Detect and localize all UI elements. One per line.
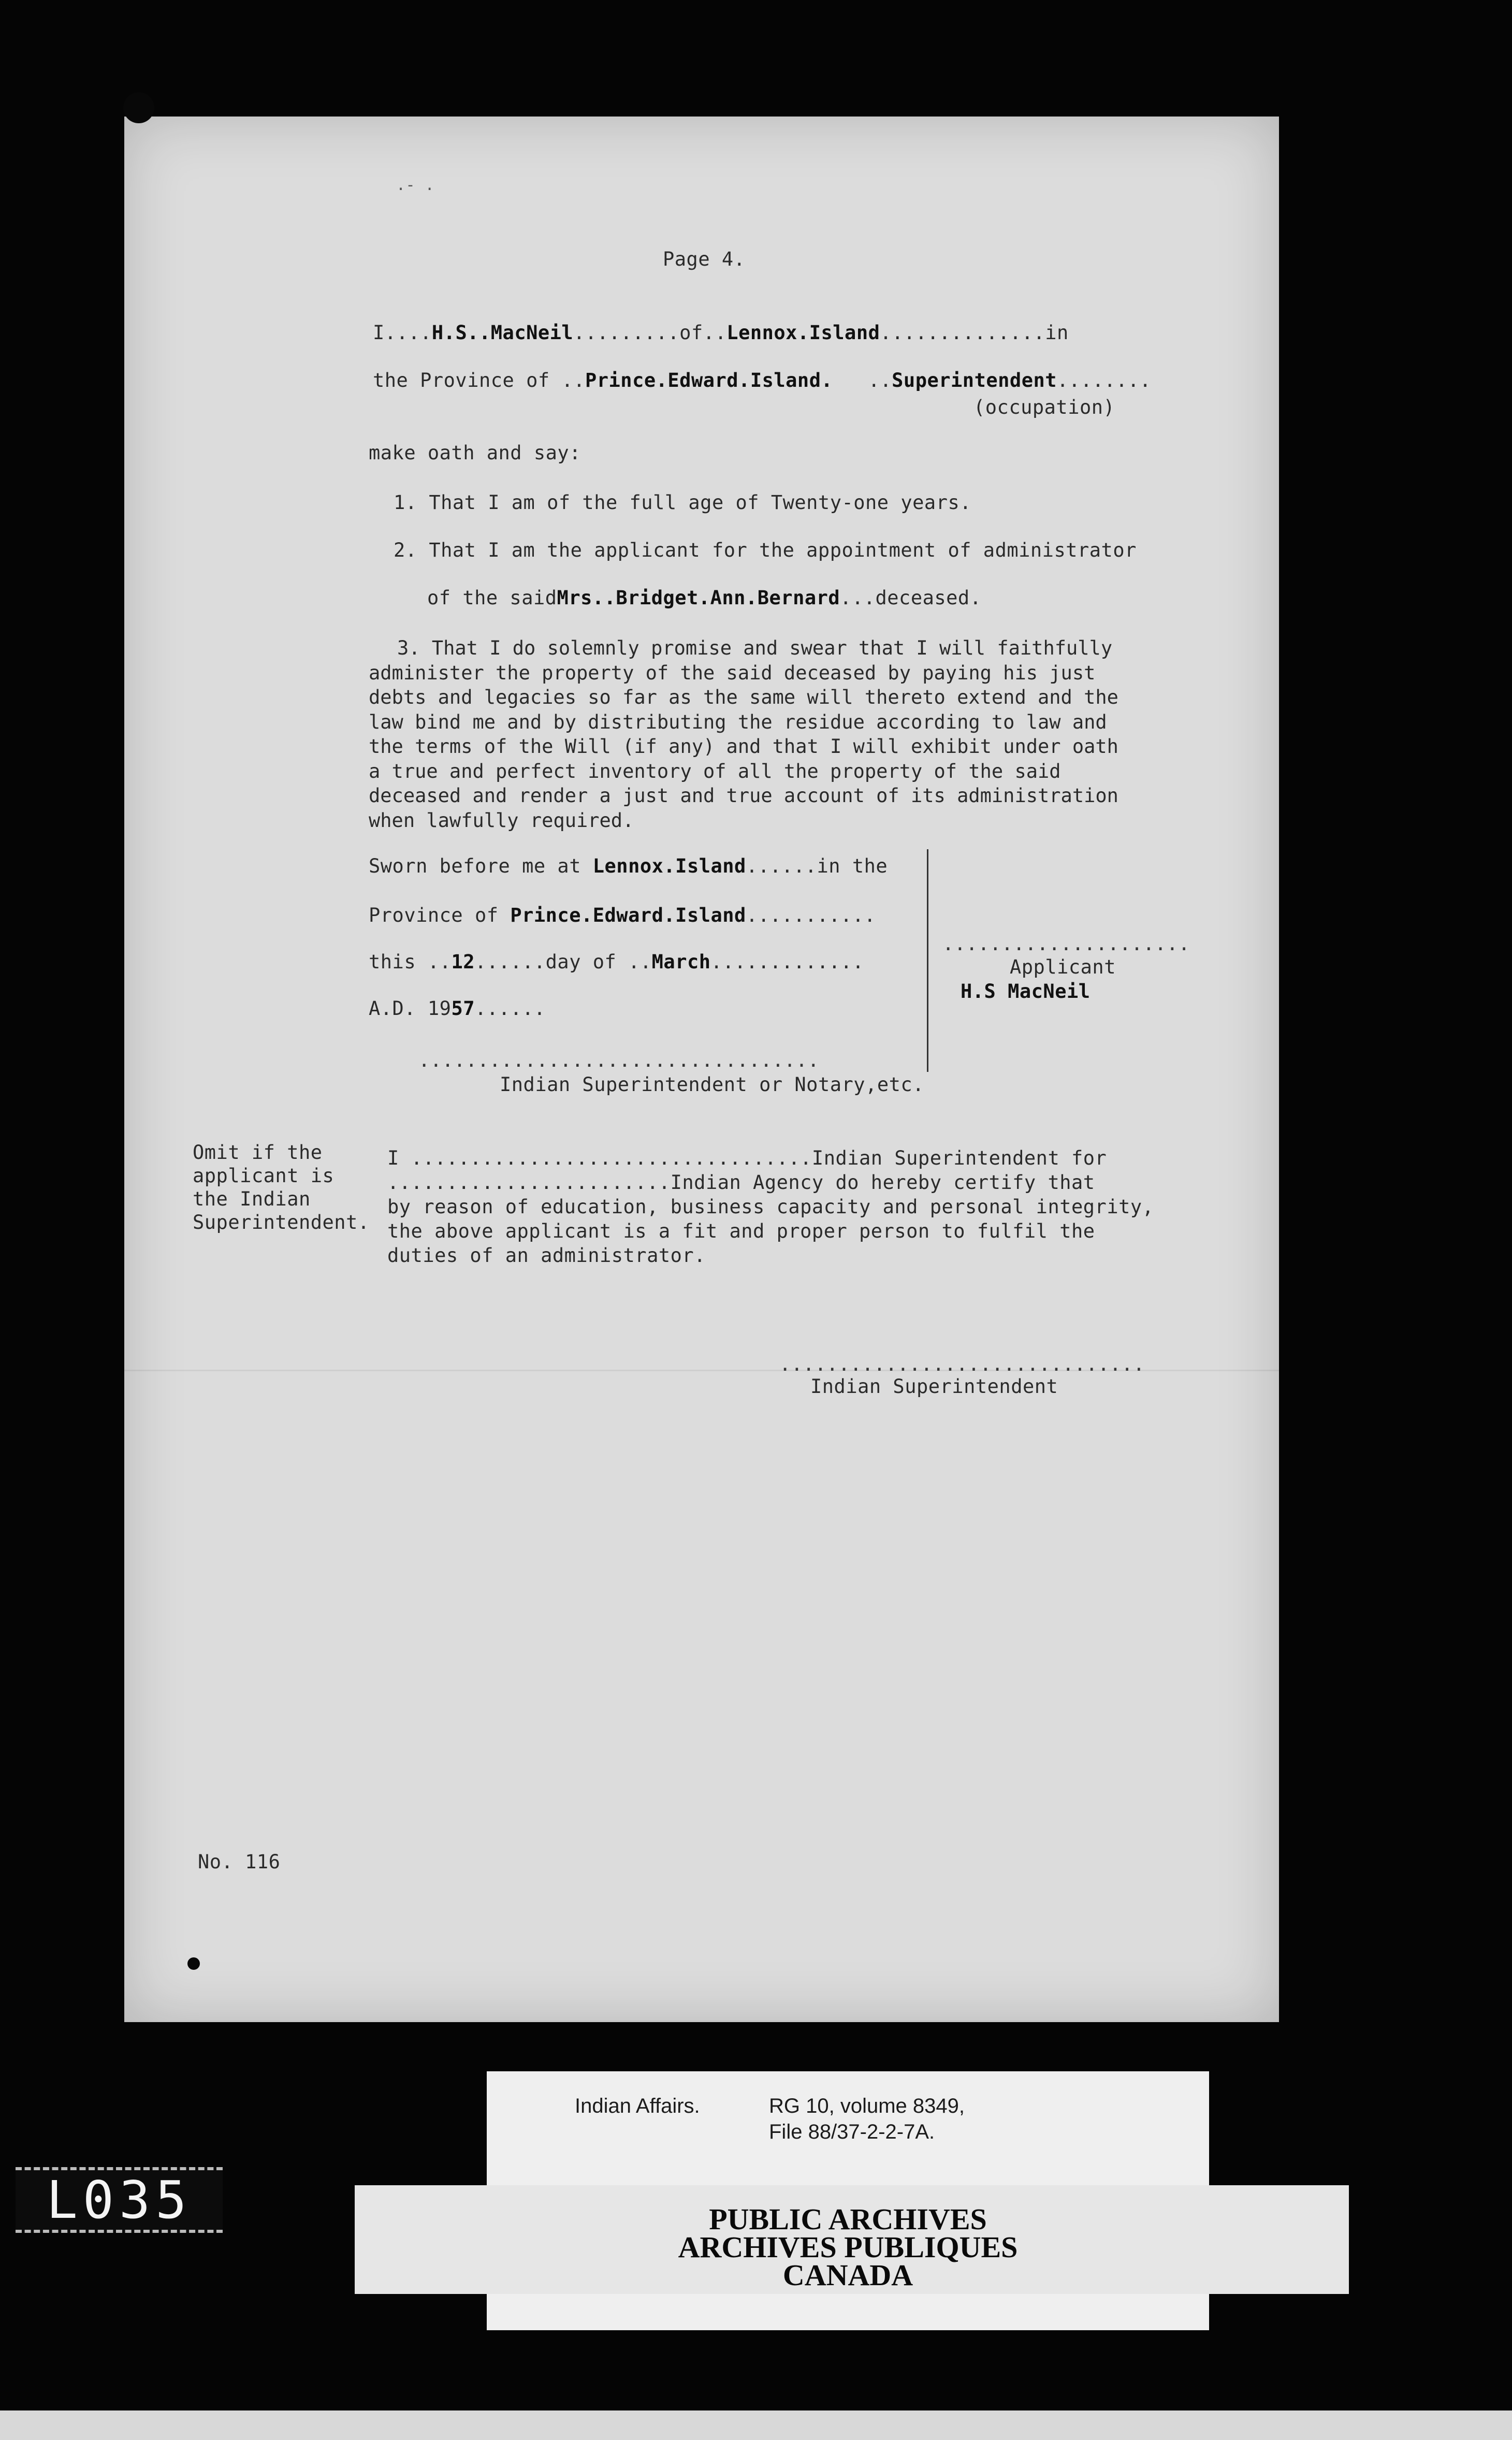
top-mark: .- . bbox=[396, 176, 435, 194]
notary-signature-label: Indian Superintendent or Notary,etc. bbox=[500, 1073, 924, 1096]
applicant-signature-line: ..................... bbox=[942, 933, 1190, 955]
archive-name-en: PUBLIC ARCHIVES bbox=[709, 2202, 987, 2236]
notary-signature-line: .................................. bbox=[418, 1049, 820, 1071]
applicant-name-field: H.S..MacNeil bbox=[431, 322, 574, 344]
sworn-line-4: A.D. 1957...... bbox=[369, 997, 546, 1020]
archive-country: CANADA bbox=[782, 2258, 913, 2292]
oath-item-1: 1. That I am of the full age of Twenty-one years. bbox=[394, 491, 972, 514]
residence-field: Lennox.Island bbox=[726, 322, 880, 344]
superintendent-signature-line: ............................... bbox=[779, 1353, 1145, 1375]
archive-label-card bbox=[487, 2071, 1209, 2330]
punch-hole-bottom bbox=[187, 1957, 200, 1970]
occupation-label: (occupation) bbox=[973, 396, 1115, 418]
sworn-brace bbox=[917, 849, 928, 1072]
archive-ref-line-1: RG 10, volume 8349, bbox=[769, 2095, 965, 2117]
province-field: Prince.Edward.Island. bbox=[585, 369, 833, 391]
occupation-field: Superintendent bbox=[892, 369, 1057, 391]
applicant-label: Applicant bbox=[1010, 956, 1116, 978]
archive-ref-line-2: File 88/37-2-2-7A. bbox=[769, 2121, 935, 2143]
sworn-line-3: this ..12......day of ..March............. bbox=[369, 951, 864, 973]
superintendent-certificate: I ..................................Indian Superintendent for ........................Indian Agency do hereby certify that by reason of education, business capacity and personal integrity, the above applicant is a fit and proper person to fulfil the duties of an administrator. bbox=[387, 1147, 1154, 1267]
archive-name-fr: ARCHIVES PUBLIQUES bbox=[678, 2230, 1018, 2264]
oath-item-2-deceased: of the saidMrs..Bridget.Ann.Bernard...deceased. bbox=[427, 587, 982, 609]
omit-note: Omit if the applicant is the Indian Superintendent. bbox=[193, 1141, 370, 1233]
sworn-province-field: Prince.Edward.Island bbox=[510, 904, 746, 926]
oath-item-2: 2. That I am the applicant for the appointment of administrator bbox=[394, 539, 1137, 561]
punch-hole-top bbox=[123, 92, 154, 123]
sworn-year-field: 57 bbox=[451, 997, 475, 1020]
deceased-name-field: Mrs..Bridget.Ann.Bernard bbox=[557, 587, 840, 609]
sworn-line-2: Province of Prince.Edward.Island........... bbox=[369, 904, 876, 926]
film-frame-number: L035 bbox=[16, 2167, 223, 2233]
form-number: No. 116 bbox=[198, 1851, 281, 1873]
oath-line-name: I....H.S..MacNeil.........of..Lennox.Island..............in bbox=[373, 322, 1069, 344]
superintendent-signature-label: Indian Superintendent bbox=[810, 1375, 1058, 1398]
oath-line-province: the Province of ..Prince.Edward.Island. ..Superintendent........ bbox=[373, 369, 1152, 391]
archive-dept: Indian Affairs. bbox=[575, 2095, 700, 2117]
sworn-line-1: Sworn before me at Lennox.Island......in the bbox=[369, 855, 888, 877]
oath-intro: make oath and say: bbox=[369, 442, 581, 464]
sworn-day-field: 12 bbox=[451, 951, 475, 973]
film-bottom-edge bbox=[0, 2410, 1512, 2440]
applicant-signature-name: H.S MacNeil bbox=[961, 980, 1091, 1003]
sworn-month-field: March bbox=[651, 951, 711, 973]
sworn-place-field: Lennox.Island bbox=[592, 855, 746, 877]
oath-item-3: 3. That I do solemnly promise and swear that I will faithfully administer the property of the said deceased by paying his just debts and legacies so far as the same will thereto extend and the law bind me and by distributing the residue according to law and the terms of the Will (if any) and that I will exhibit under oath a true and perfect inventory of all the property of the said deceased and render a just and true account of its administration when lawfully required. bbox=[369, 637, 1118, 832]
page-header: Page 4. bbox=[663, 248, 746, 270]
